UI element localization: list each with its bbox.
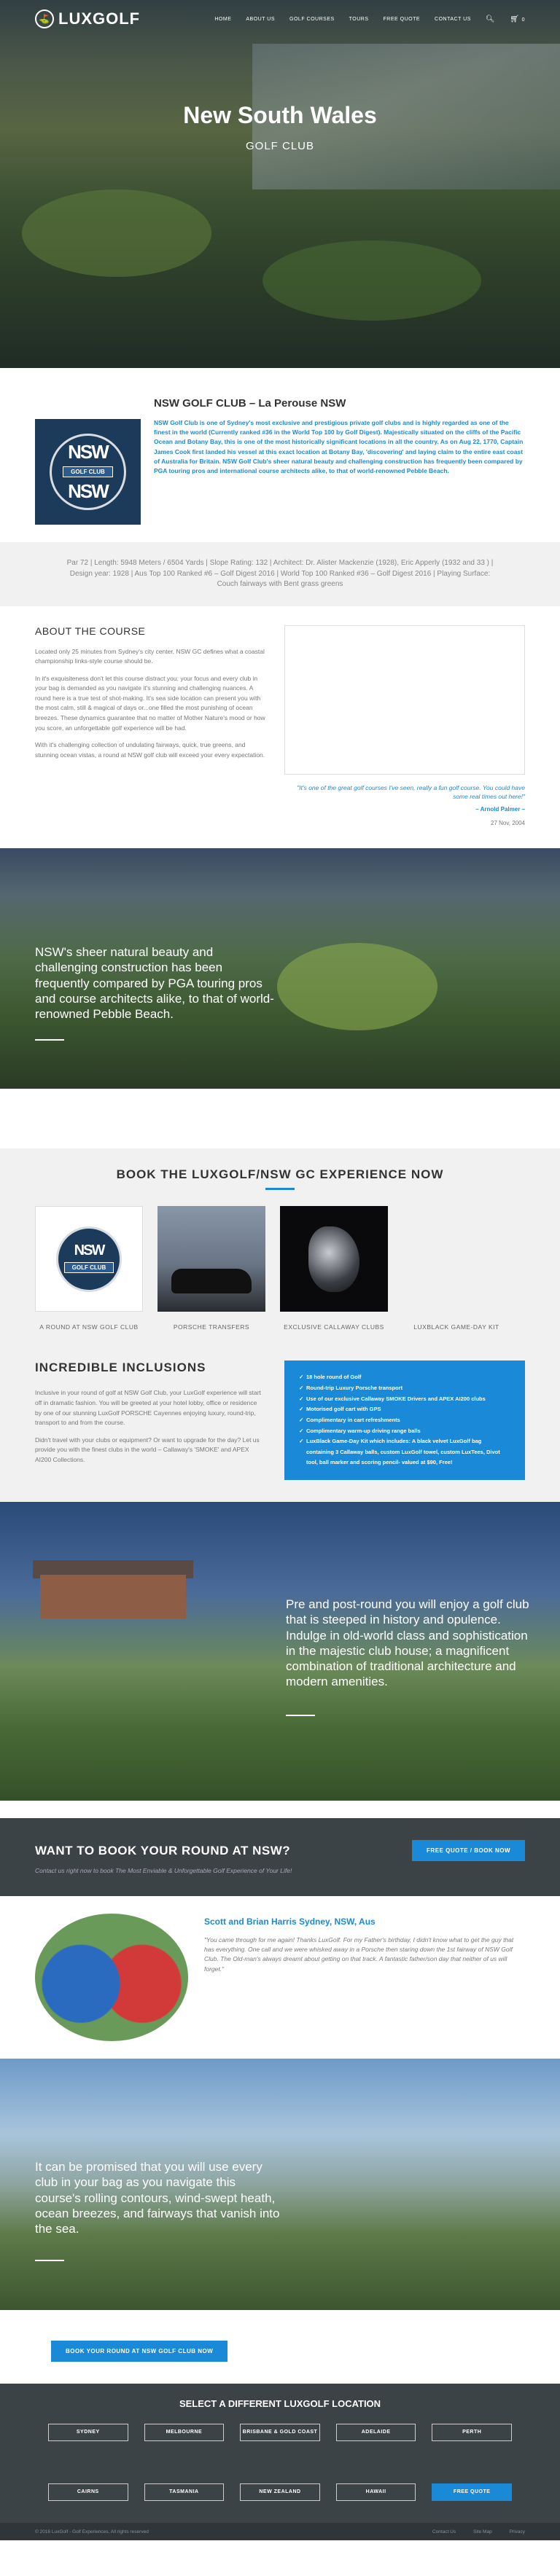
about-paragraph: In it's exquisiteness don't let this course distract you: your focus and every club in your bag is demanded as you navigate it's stunning and challenging nuances. A round here is a true test of shot-making. It's sea side location can present you with the most calm, still & magical of days or...one filled the most punishing of ocean breezes. These dynamics guarantee that no matter of Mother Nature's mood or how you score, an unforgettable golf experience will be had. bbox=[35, 674, 265, 732]
nav-item-about[interactable]: ABOUT US bbox=[246, 16, 276, 22]
card-kit[interactable]: LUXBLACK GAME-DAY KIT bbox=[402, 1206, 510, 1331]
list-item: ✓ Round-trip Luxury Porsche transport bbox=[299, 1383, 510, 1394]
car-icon bbox=[171, 1269, 252, 1293]
inclusions-heading: INCREDIBLE INCLUSIONS bbox=[35, 1361, 206, 1375]
quote-author: – Arnold Palmer – bbox=[475, 806, 525, 813]
locations-section bbox=[0, 2384, 560, 2523]
booking-cta bbox=[0, 1818, 560, 1896]
club-badge-icon: NSW GOLF CLUB bbox=[56, 1226, 122, 1292]
testimonial-photo bbox=[35, 1914, 188, 2041]
about-heading: ABOUT THE COURSE bbox=[35, 625, 146, 637]
location-new-zealand[interactable]: NEW ZEALAND bbox=[240, 2483, 320, 2501]
list-item: ✓ 18 hole round of Golf bbox=[299, 1372, 510, 1383]
banner-text: It can be promised that you will use every club in your bag as you navigate this course's rolling contours, wind-swept heath, ocean breezes, and fairways that vanish into the sea. bbox=[35, 2160, 280, 2236]
course-map[interactable] bbox=[284, 625, 525, 775]
nav-item-home[interactable]: HOME bbox=[214, 16, 232, 22]
footer-link-privacy[interactable]: Privacy bbox=[509, 2529, 525, 2534]
card-callaway[interactable]: EXCLUSIVE CALLAWAY CLUBS bbox=[280, 1206, 388, 1331]
testimonial-section bbox=[0, 1896, 560, 2059]
banner-divider bbox=[286, 1715, 315, 1716]
banner-divider bbox=[35, 1039, 64, 1041]
cart-icon[interactable]: 🛒︎ 0 bbox=[510, 15, 525, 23]
callaway-image bbox=[280, 1206, 388, 1312]
banner-text: NSW's sheer natural beauty and challenging construction has been frequently compared by PGA touring pros and course architects alike, to that of world-renowned Pebble Beach. bbox=[35, 945, 274, 1021]
nav-item-tours[interactable]: TOURS bbox=[349, 16, 369, 22]
club-logo bbox=[35, 419, 141, 525]
testimonial-text: "You came through for me again! Thanks LuxGolf. For my Father's birthday, I didn't know what to get the guy that has everything. One call and we were whisked away in a Porsche then staring down the 1st fairway of NSW Golf Club. The Old-man's always dreamt about getting on that track. A fantastic father/son day that neither of us will forget." bbox=[204, 1936, 514, 1973]
palmer-quote: "It's one of the great golf courses I've seen, really a fun golf course. You could have some real times out here!" bbox=[297, 783, 525, 801]
list-item: ✓ Complimentary warm-up driving range balls bbox=[299, 1426, 510, 1437]
location-adelaide[interactable]: ADELAIDE bbox=[336, 2424, 416, 2441]
main-menu bbox=[214, 15, 525, 23]
kit-image bbox=[402, 1206, 510, 1312]
card-porsche[interactable]: PORSCHE TRANSFERS bbox=[158, 1206, 265, 1331]
location-cairns[interactable]: CAIRNS bbox=[48, 2483, 128, 2501]
nav-item-golf-courses[interactable]: GOLF COURSES bbox=[289, 16, 335, 22]
location-perth[interactable]: PERTH bbox=[432, 2424, 512, 2441]
banner-text: Pre and post-round you will enjoy a golf club that is steeped in history and opulence. Indulge in old-world class and sophistication in the majestic club house; a magnificent combination of traditional architecture and modern amenities. bbox=[286, 1597, 529, 1689]
book-round-button[interactable]: BOOK YOUR ROUND AT NSW GOLF CLUB NOW bbox=[51, 2341, 228, 2362]
nav-item-contact[interactable]: CONTACT US bbox=[435, 16, 471, 22]
book-heading: BOOK THE LUXGOLF/NSW GC EXPERIENCE NOW bbox=[116, 1167, 444, 1181]
page-title: New South Wales bbox=[183, 102, 377, 128]
testimonial-name: Scott and Brian Harris Sydney, NSW, Aus bbox=[204, 1917, 376, 1927]
free-quote-button[interactable]: FREE QUOTE / BOOK NOW bbox=[412, 1840, 525, 1861]
page-subtitle: GOLF CLUB bbox=[245, 140, 315, 152]
logo-icon: ⛳ bbox=[35, 9, 54, 28]
banner-divider bbox=[35, 2260, 64, 2261]
location-hawaii[interactable]: HAWAII bbox=[336, 2483, 416, 2501]
copyright: © 2016 LuxGolf - Golf Experiences, All rights reserved bbox=[35, 2529, 149, 2534]
course-stats: Par 72 | Length: 5948 Meters / 6504 Yards | Slope Rating: 132 | Architect: Dr. Alister Mackenzie (1928), Eric Apperly (1932 and 33 ) | Design year: 1928 | Aus Top 100 Ranked #6 – Golf Digest 2016 | World Top 100 Ranked #36 – Golf Digest 2016 | Playing Surface: Couch fairways with Bent grass greens bbox=[0, 542, 560, 606]
about-paragraph: Located only 25 minutes from Sydney's city center, NSW GC defines what a coastal championship links-style course should be. bbox=[35, 647, 265, 665]
intro-section bbox=[0, 368, 560, 542]
about-section bbox=[0, 606, 560, 849]
card-round[interactable]: NSW GOLF CLUB A ROUND AT NSW GOLF CLUB bbox=[35, 1206, 143, 1331]
location-tasmania[interactable]: TASMANIA bbox=[144, 2483, 225, 2501]
footer bbox=[0, 2523, 560, 2540]
cart-count: 0 bbox=[521, 17, 525, 23]
inclusions-section bbox=[35, 1361, 525, 1480]
location-grid bbox=[48, 2424, 512, 2501]
cta-subtext: Contact us right now to book The Most Enviable & Unforgettable Golf Experience of Your Life! bbox=[35, 1867, 292, 1875]
intro-heading: NSW GOLF CLUB – La Perouse NSW bbox=[154, 397, 346, 410]
location-sydney[interactable]: SYDNEY bbox=[48, 2424, 128, 2441]
book-experience-section bbox=[0, 1148, 560, 1502]
location-melbourne[interactable]: MELBOURNE bbox=[144, 2424, 225, 2441]
club-badge-icon: NSW GOLF CLUB NSW bbox=[50, 434, 126, 510]
inclusions-text: Didn't travel with your clubs or equipment? Or want to upgrade for the day? Let us provide you with the finest clubs in the world – Callaway's 'SMOKE' and APEX AI200 Collections. bbox=[35, 1436, 260, 1464]
list-item: ✓ Motorised golf cart with GPS bbox=[299, 1404, 510, 1415]
search-icon[interactable]: 🔍︎ bbox=[485, 15, 496, 23]
banner-clubhouse bbox=[0, 1502, 560, 1801]
hero-section bbox=[0, 0, 560, 368]
footer-link-contact[interactable]: Contact Us bbox=[432, 2529, 456, 2534]
porsche-image bbox=[158, 1206, 265, 1312]
about-paragraph: With it's challenging collection of undulating fairways, quick, true greens, and stunning ocean vistas, a round at NSW golf club will exceed your every expectation. bbox=[35, 741, 265, 759]
banner-course-contours bbox=[0, 2059, 560, 2310]
list-item: ✓ LuxBlack Game-Day Kit which includes: A black velvet LuxGolf bag containing 3 Callaway balls, custom LuxGolf towel, custom LuxTees, Divot tool, ball marker and scoring pencil- valued at $90, Free! bbox=[299, 1436, 510, 1468]
locations-heading: SELECT A DIFFERENT LUXGOLF LOCATION bbox=[179, 2398, 381, 2410]
inclusions-list bbox=[284, 1361, 525, 1480]
quote-date: 27 Nov, 2004 bbox=[491, 820, 525, 826]
free-quote-button[interactable]: FREE QUOTE bbox=[432, 2483, 512, 2501]
clubhouse-image bbox=[40, 1575, 186, 1618]
site-logo[interactable]: ⛳ LUXGOLF bbox=[35, 9, 140, 28]
location-brisbane[interactable]: BRISBANE & GOLD COAST bbox=[240, 2424, 320, 2441]
footer-link-sitemap[interactable]: Site Map bbox=[473, 2529, 492, 2534]
intro-text: NSW Golf Club is one of Sydney's most exclusive and prestigious private golf clubs and is highly regarded as one of the finest in the world (Currently ranked #36 in the World Top 100 by Golf Digest). Majestically situated on the cliffs of the Pacific Ocean and Botany Bay, this is one of the most historically significant locations in all the country. As on Aug 22, 1770, Captain James Cook first landed his vessel at this exact location at Botany Bay, 'discovering' and laying claim to the entire east coast of Australia for Britain. NSW Golf Club's sheer natural beauty and challenging construction has frequently been compared by PGA touring pros and international course architects alike, to that of world-renowned Pebble Beach. bbox=[154, 419, 524, 474]
book-round-section bbox=[0, 2310, 560, 2384]
list-item: ✓ Use of our exclusive Callaway SMOKE Drivers and APEX AI200 clubs bbox=[299, 1394, 510, 1405]
cta-heading: WANT TO BOOK YOUR ROUND AT NSW? bbox=[35, 1843, 291, 1857]
inclusions-text: Inclusive in your round of golf at NSW Golf Club, your LuxGolf experience will start off in dramatic fashion. You will be greeted at your hotel lobby, office or residence by one of our stunning LuxGolf PORSCHE Cayennes enjoying luxury, round-trip, transport to and from the course. bbox=[35, 1389, 261, 1427]
top-nav bbox=[0, 0, 560, 38]
nav-item-free-quote[interactable]: FREE QUOTE bbox=[383, 16, 421, 22]
driver-head-icon bbox=[308, 1226, 359, 1292]
banner-pebble-beach bbox=[0, 848, 560, 1089]
experience-cards bbox=[35, 1206, 525, 1331]
list-item: ✓ Complimentary in cart refreshments bbox=[299, 1415, 510, 1426]
